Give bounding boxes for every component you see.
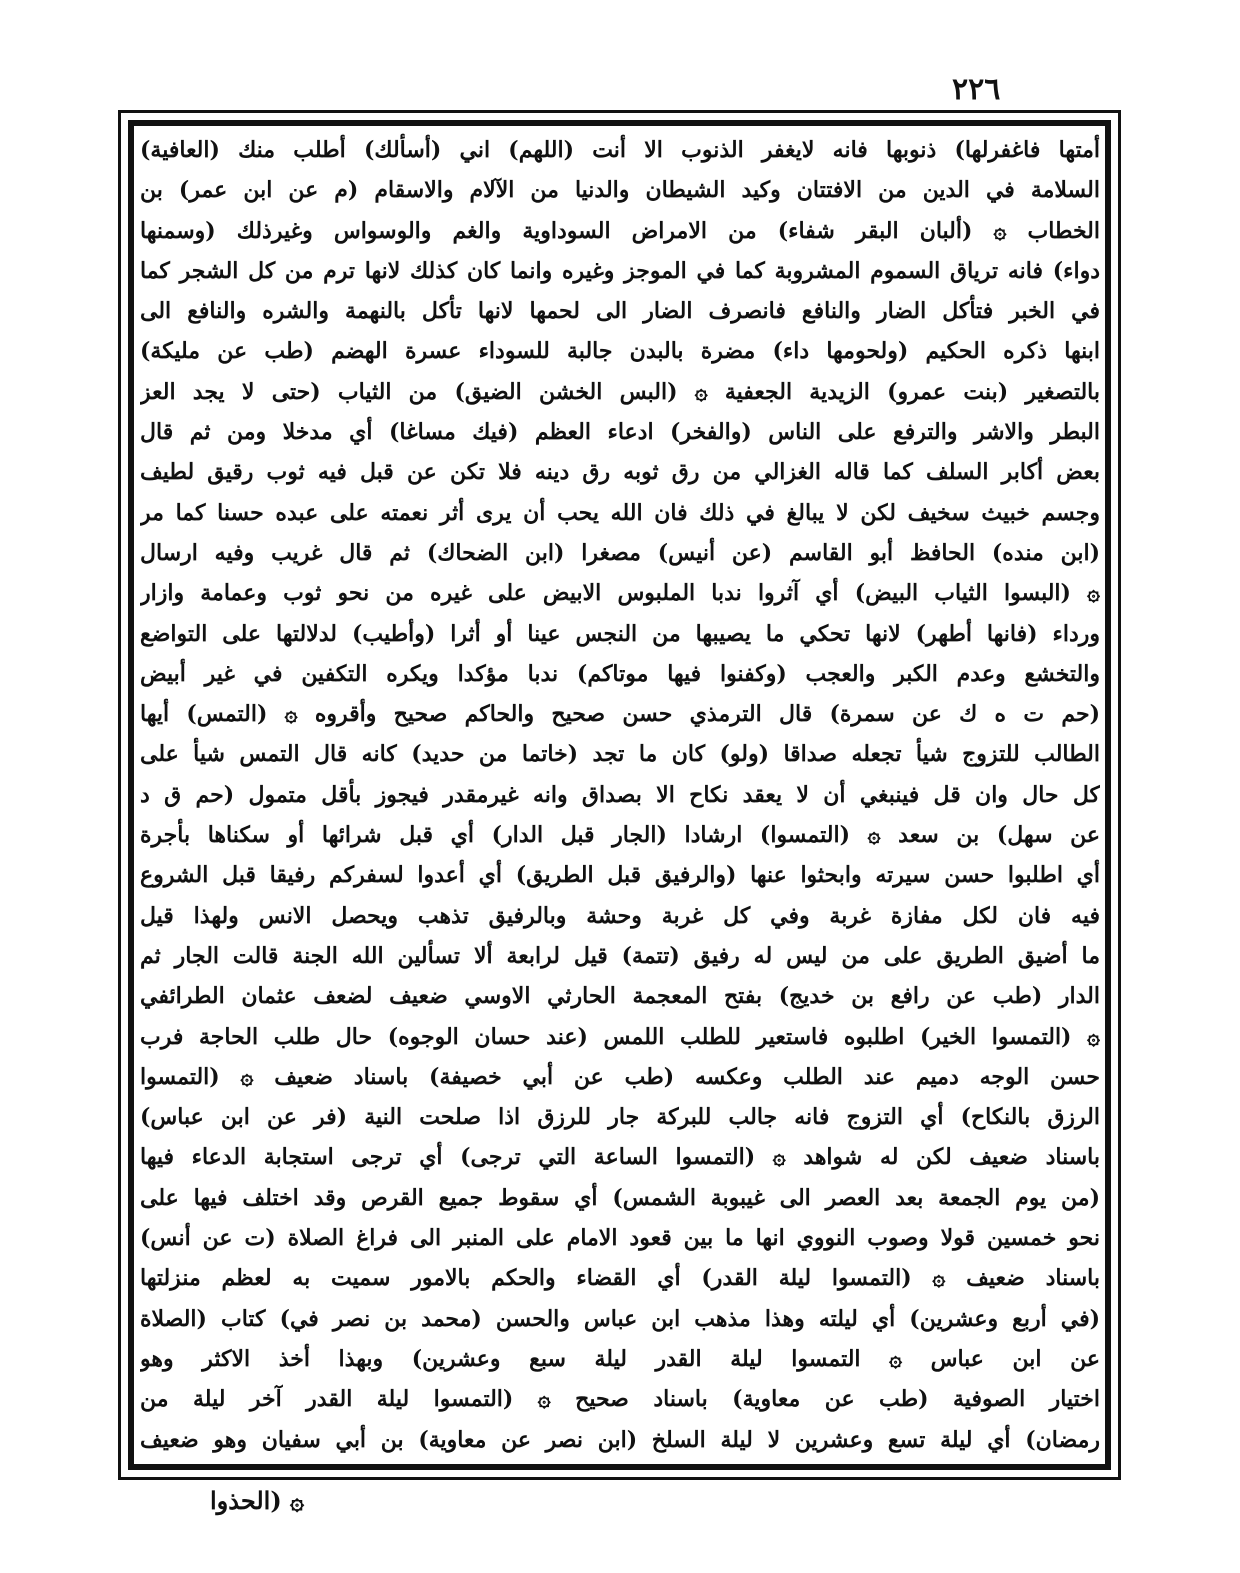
text-line: ما أضيق الطريق على من ليس له رفيق (تتمة) قيل لرابعة ألا تسألين الله الجنة قالت الجار ثم (140, 942, 1100, 969)
text-line: وجسم خبيث سخيف لكن لا يبالغ في ذلك فان الله يحب أن يرى أثر نعمته على عبده حسنا كما مر (140, 499, 1100, 526)
text-line: دواء) فانه ترياق السموم المشروبة كما في الموجز وغيره وانما كان كذلك لانها ترم من كل الشجر كما (140, 257, 1100, 284)
text-line: كل حال وان قل فينبغي أن لا يعقد نكاح الا بصداق وانه غيرمقدر فيجوز بأقل متمول (حم ق د (140, 781, 1100, 808)
text-line: ورداء (فانها أطهر) لانها تحكي ما يصيبها من النجس عينا أو أثرا (وأطيب) لدلالتها على التواضع (140, 620, 1100, 647)
text-line: (حم ت ه ك عن سمرة) قال الترمذي حسن صحيح والحاكم صحيح وأقروه ۞ (التمس) أيها (140, 701, 1100, 728)
text-line: باسناد ضعيف لكن له شواهد ۞ (التمسوا الساعة التي ترجى) أي ترجى استجابة الدعاء فيها (140, 1144, 1100, 1171)
text-line: البطر والاشر والترفع على الناس (والفخر) ادعاء العظم (فيك مساغا) أي مدخلا ومن ثم قال (140, 419, 1100, 446)
text-line: الرزق بالنكاح) أي التزوج فانه جالب للبركة جار للرزق اذا صلحت النية (فر عن ابن عباس) (140, 1104, 1100, 1131)
text-line: أي اطلبوا حسن سيرته وابحثوا عنها (والرفيق قبل الطريق) أي أعدوا لسفركم رفيقا قبل الشروع (140, 862, 1100, 889)
text-line: رمضان) أي ليلة تسع وعشرين لا ليلة السلخ (ابن نصر عن معاوية) بن أبي سفيان وهو ضعيف (140, 1426, 1100, 1453)
text-line: (في أربع وعشرين) أي ليلته وهذا مذهب ابن عباس والحسن (محمد بن نصر في) كتاب (الصلاة (140, 1305, 1100, 1332)
text-line: (ابن منده) الحافظ أبو القاسم (عن أنيس) مصغرا (ابن الضحاك) ثم قال غريب وفيه ارسال (140, 539, 1100, 566)
text-line: بالتصغير (بنت عمرو) الزيدية الجعفية ۞ (البس الخشن الضيق) من الثياب (حتى لا يجد العز (140, 378, 1100, 405)
text-line: بعض أكابر السلف كما قاله الغزالي من رق ثوبه رق دينه فلا تكن عن قبل فيه ثوب رقيق لطيف (140, 459, 1100, 486)
text-line: (من يوم الجمعة بعد العصر الى غيبوبة الشمس) أي سقوط جميع القرص وقد اختلف فيها على (140, 1184, 1100, 1211)
text-line: فيه فان لكل مفازة غربة وفي كل غربة وحشة وبالرفيق تذهب ويحصل الانس ولهذا قيل (140, 902, 1100, 929)
text-line: أمتها فاغفرلها) ذنوبها فانه لايغفر الذنوب الا أنت (اللهم) اني (أسألك) أطلب منك (العافية) (140, 137, 1100, 163)
text-line: باسناد ضعيف ۞ (التمسوا ليلة القدر) أي القضاء والحكم بالامور سميت به لعظم منزلتها (140, 1265, 1100, 1292)
text-line: ابنها ذكره الحكيم (ولحومها داء) مضرة بالبدن جالبة للسوداء عسرة الهضم (طب عن مليكة) (140, 338, 1100, 365)
text-line: الدار (طب عن رافع بن خديج) بفتح المعجمة الحارثي الاوسي ضعيف لضعف عثمان الطرائفي (140, 983, 1100, 1010)
text-line: السلامة في الدين من الافتتان وكيد الشيطان والدنيا من الآلام والاسقام (م عن ابن عمر) بن (140, 177, 1100, 204)
text-line: اختيار الصوفية (طب عن معاوية) باسناد صحيح ۞ (التمسوا ليلة القدر آخر ليلة من (140, 1386, 1100, 1413)
text-line: في الخبر فتأكل الضار والنافع فانصرف الضار الى لحمها لانها تأكل بالنهمة والشره والنافع الى (140, 298, 1100, 325)
text-line: ۞ (التمسوا الخير) اطلبوه فاستعير للطلب اللمس (عند حسان الوجوه) حال طلب الحاجة فرب (140, 1023, 1100, 1050)
text-line: حسن الوجه دميم عند الطلب وعكسه (طب عن أبي خصيفة) باسناد ضعيف ۞ (التمسوا (140, 1063, 1100, 1090)
text-line: ۞ (البسوا الثياب البيض) أي آثروا ندبا الملبوس الابيض على غيره من نحو ثوب وعمامة وازار (140, 580, 1100, 607)
text-block (140, 130, 1100, 1466)
text-line: الخطاب ۞ (ألبان البقر شفاء) من الامراض السوداوية والغم والوسواس وغيرذلك (وسمنها (140, 217, 1100, 244)
text-line: والتخشع وعدم الكبر والعجب (وكفنوا فيها موتاكم) ندبا مؤكدا ويكره التكفين في غير أبيض (140, 660, 1100, 687)
catchword: ۞ (الحذوا (210, 1486, 305, 1515)
text-line: الطالب للتزوج شيأ تجعله صداقا (ولو) كان ما تجد (خاتما من حديد) كانه قال التمس شيأ على (140, 741, 1100, 768)
page-number: ٢٢٦ (952, 72, 1001, 107)
text-line: نحو خمسين قولا وصوب النووي انها ما بين قعود الامام على المنبر الى فراغ الصلاة (ت عن أنس) (140, 1225, 1100, 1252)
text-line: عن ابن عباس ۞ التمسوا ليلة القدر ليلة سبع وعشرين) وبهذا أخذ الاكثر وهو (140, 1345, 1100, 1372)
text-line: عن سهل) بن سعد ۞ (التمسوا) ارشادا (الجار قبل الدار) أي قبل شرائها أو سكناها بأجرة (140, 822, 1100, 849)
